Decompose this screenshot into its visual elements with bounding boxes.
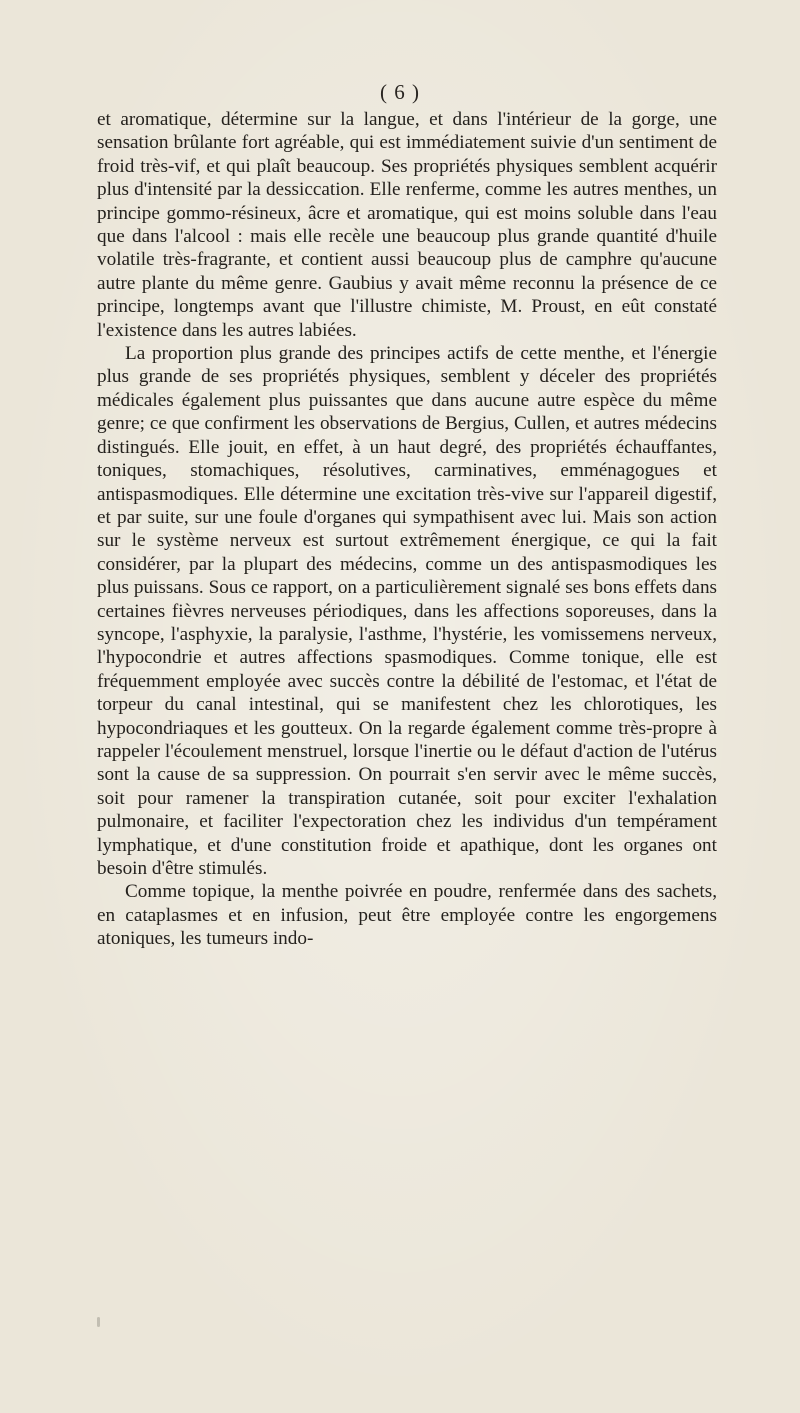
paper-blemish (97, 1317, 100, 1327)
page-number: ( 6 ) (380, 80, 420, 104)
paragraph-3: Comme topique, la menthe poivrée en poudre, renfermée dans des sachets, en cataplasmes et en infusion, peut être employée contre les engorgemens atoniques, les tumeurs indo- (97, 881, 717, 950)
paragraph-2: La proportion plus grande des principes actifs de cette menthe, et l'énergie plus grande de ses propriétés physiques, semblent y déceler des propriétés médicales également plus puissantes que dans aucune autre espèce du même genre; ce que confirment les observations de Bergius, Cullen, et autres médecins distingués. Elle jouit, en effet, à un haut degré, des propriétés échauffantes, toniques, stomachiques, résolutives, carminatives, emménagogues et antispasmodiques. Elle détermine une excitation très-vive sur l'appareil digestif, et par suite, sur une foule d'organes qui sympathisent avec lui. Mais son action sur le système nerveux est surtout extrêmement énergique, ce qui la fait considérer, par la plupart des médecins, comme un des antispasmodiques les plus puissans. Sous ce rapport, on a particulièrement signalé ses bons effets dans certaines fièvres nerveuses périodiques, dans les affections soporeuses, dans la syncope, l'asphyxie, la paralysie, l'asthme, l'hystérie, les vomissemens nerveux, l'hypocondrie et autres affections spasmodiques. Comme tonique, elle est fréquemment employée avec succès contre la débilité de l'estomac, et l'état de torpeur du canal intestinal, qui se manifestent chez les chlorotiques, les hypocondriaques et les goutteux. On la regarde également comme très-propre à rappeler l'écoulement menstruel, lorsque l'inertie ou le défaut d'action de l'utérus sont la cause de sa suppression. On pourrait s'en servir avec le même succès, soit pour ramener la transpiration cutanée, soit pour exciter l'exhalation pulmonaire, et faciliter l'expectoration chez les individus d'un tempérament lymphatique, et d'une constitution froide et apathique, dont les organes ont besoin d'être stimulés. (97, 343, 717, 879)
body-text (97, 108, 717, 951)
paragraph-1: et aromatique, détermine sur la langue, et dans l'intérieur de la gorge, une sensation brûlante fort agréable, qui est immédiatement suivie d'un sentiment de froid très-vif, et qui plaît beaucoup. Ses propriétés physiques semblent acquérir plus d'intensité par la dessiccation. Elle renferme, comme les autres menthes, un principe gommo-résineux, âcre et aromatique, qui est moins soluble dans l'eau que dans l'alcool : mais elle recèle une beaucoup plus grande quantité d'huile volatile très-fragrante, et contient aussi beaucoup plus de camphre qu'aucune autre plante du même genre. Gaubius y avait même reconnu la présence de ce principe, longtemps avant que l'illustre chimiste, M. Proust, en eût constaté l'existence dans les autres labiées. (97, 109, 717, 341)
